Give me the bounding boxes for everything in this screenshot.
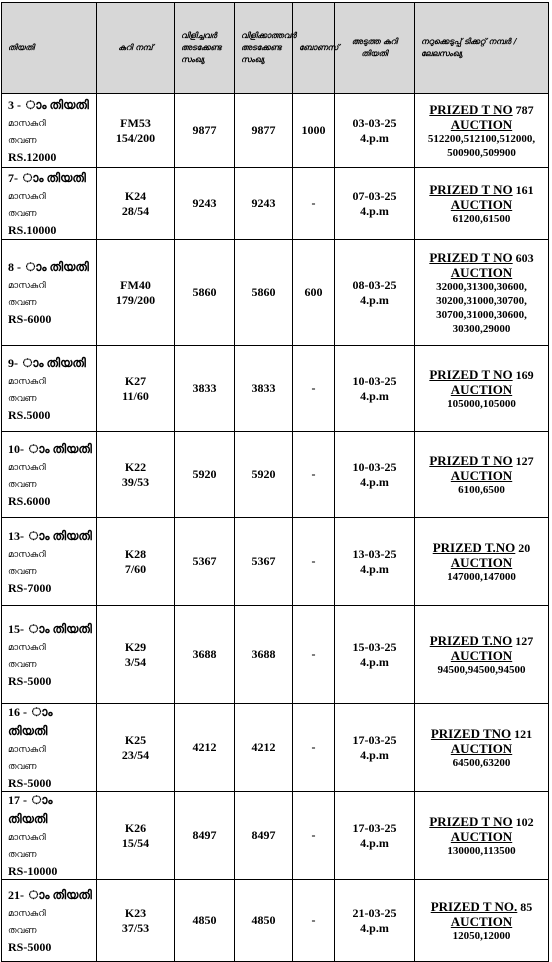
prize-cell	[415, 518, 549, 606]
thavana-label: തവണ	[8, 659, 37, 670]
auction-amount-cell: 4850	[175, 880, 235, 962]
next-time: 4.p.m	[360, 654, 389, 669]
table-row	[2, 518, 549, 606]
kuri-number-cell	[97, 704, 175, 792]
instalment-amount: RS.10000	[8, 222, 57, 237]
date-cell	[2, 240, 97, 346]
next-date-cell	[335, 704, 415, 792]
bonus-cell: 600	[293, 240, 335, 346]
prize-amounts: 64500,63200	[452, 756, 511, 769]
thavana-label: തവണ	[8, 135, 37, 146]
kuri-number-cell	[97, 792, 175, 880]
prize-label: PRIZED T NO.	[430, 898, 518, 914]
kuri-number-cell	[97, 240, 175, 346]
kuri-number-cell	[97, 432, 175, 518]
auction-amount-cell: 5367	[175, 518, 235, 606]
kuri-instalment: 3/54	[124, 654, 147, 669]
auction-amount-cell: 5860	[175, 240, 235, 346]
header-kuri-number: കുറി നമ്പ്	[97, 3, 175, 94]
auction-amount-cell: 5920	[175, 432, 235, 518]
day-label	[8, 259, 93, 278]
kuri-instalment: 154/200	[115, 130, 156, 145]
header-next-date: അടുത്ത കുറി തിയതി	[335, 3, 415, 94]
prize-label: PRIZED T NO	[429, 366, 513, 382]
next-time: 4.p.m	[360, 203, 389, 218]
kuri-instalment: 37/53	[121, 920, 150, 935]
auction-label: AUCTION	[450, 913, 513, 929]
thavana-label: തവണ	[8, 566, 37, 577]
masakuri-label: മാസകുറി	[8, 745, 46, 755]
next-date-cell	[335, 432, 415, 518]
next-date-cell	[335, 518, 415, 606]
prize-amounts: 12050,12000	[452, 929, 511, 942]
ticket-number: 169	[515, 367, 534, 382]
ticket-number: 127	[515, 633, 534, 648]
day-label	[8, 355, 93, 374]
header-non-auction-amount: വിളിക്കാത്തവർ അടക്കേണ്ട സംഖ്യ	[235, 3, 293, 94]
table-row	[2, 240, 549, 346]
bonus-cell: -	[293, 792, 335, 880]
instalment-amount: RS.5000	[8, 407, 51, 422]
date-cell	[2, 792, 97, 880]
auction-label: AUCTION	[450, 196, 513, 212]
non-auction-amount-cell: 3688	[235, 606, 293, 704]
day-label	[8, 704, 93, 742]
next-date: 15-03-25	[352, 639, 397, 654]
next-date-cell	[335, 346, 415, 432]
bonus-cell: -	[293, 880, 335, 962]
day-text: 10- ാം തിയതി	[8, 441, 92, 456]
prize-cell	[415, 606, 549, 704]
next-time: 4.p.m	[360, 130, 389, 145]
prize-cell	[415, 792, 549, 880]
next-date: 17-03-25	[352, 820, 397, 835]
bonus-cell: -	[293, 168, 335, 240]
instalment-amount: RS.12000	[8, 149, 57, 164]
next-date: 10-03-25	[352, 459, 397, 474]
kuri-number: K24	[124, 188, 147, 203]
table-row	[2, 792, 549, 880]
day-text: 17 - ാം തിയതി	[8, 793, 53, 826]
prize-label: PRIZED TNO	[430, 725, 512, 741]
date-cell	[2, 94, 97, 168]
instalment-amount: RS-7000	[8, 580, 52, 595]
kuri-instalment: 179/200	[115, 292, 156, 307]
kuri-instalment: 23/54	[121, 747, 150, 762]
non-auction-amount-cell: 9243	[235, 168, 293, 240]
prize-ticket-line	[418, 540, 545, 556]
ticket-number: 20	[518, 540, 531, 555]
ticket-number: 161	[515, 182, 534, 197]
prize-ticket-line	[418, 367, 545, 383]
table-body	[2, 94, 549, 962]
masakuri-label: മാസകുറി	[8, 118, 46, 129]
non-auction-amount-cell: 5367	[235, 518, 293, 606]
masakuri-label: മാസകുറി	[8, 642, 46, 653]
prize-cell	[415, 94, 549, 168]
day-label	[8, 97, 93, 116]
prize-amounts: 105000,105000	[447, 397, 516, 410]
bonus-cell: -	[293, 704, 335, 792]
kuri-number: K25	[124, 732, 147, 747]
next-time: 4.p.m	[360, 474, 389, 489]
day-label	[8, 441, 93, 460]
kuri-number: K26	[124, 820, 147, 835]
prize-ticket-line	[418, 814, 545, 830]
prize-cell	[415, 168, 549, 240]
thavana-label: തവണ	[8, 208, 37, 219]
instalment-amount: RS-5000	[8, 673, 52, 688]
kuri-number-cell	[97, 606, 175, 704]
next-time: 4.p.m	[360, 561, 389, 576]
kuri-number-cell	[97, 880, 175, 962]
masakuri-label: മാസകുറി	[8, 462, 46, 473]
kuri-instalment: 39/53	[121, 474, 150, 489]
prize-cell	[415, 880, 549, 962]
non-auction-amount-cell: 9877	[235, 94, 293, 168]
auction-amount-cell: 3688	[175, 606, 235, 704]
date-cell	[2, 518, 97, 606]
instalment-amount: RS-5000	[8, 776, 52, 790]
next-date: 07-03-25	[352, 188, 397, 203]
prize-label: PRIZED T NO	[429, 101, 513, 117]
date-cell	[2, 606, 97, 704]
prize-cell	[415, 240, 549, 346]
next-date: 03-03-25	[352, 115, 397, 130]
next-date-cell	[335, 168, 415, 240]
next-date: 08-03-25	[352, 277, 397, 292]
prize-amounts: 500900,509900	[447, 146, 516, 159]
auction-amount-cell: 8497	[175, 792, 235, 880]
auction-label: AUCTION	[450, 740, 513, 756]
non-auction-amount-cell: 8497	[235, 792, 293, 880]
kuri-number: K28	[124, 546, 147, 561]
next-date-cell	[335, 792, 415, 880]
day-label	[8, 170, 93, 189]
day-text: 13- ാം തിയതി	[8, 528, 92, 543]
prize-label: PRIZED T NO	[429, 452, 513, 468]
bonus-cell: -	[293, 432, 335, 518]
next-date: 21-03-25	[352, 905, 397, 920]
bonus-cell: -	[293, 518, 335, 606]
masakuri-label: മാസകുറി	[8, 833, 46, 843]
auction-label: AUCTION	[450, 828, 513, 844]
next-time: 4.p.m	[360, 920, 389, 935]
header-auction-amount: വിളിച്ചവർ അടക്കേണ്ട സംഖ്യ	[175, 3, 235, 94]
masakuri-label: മാസകുറി	[8, 191, 46, 202]
bonus-cell: -	[293, 346, 335, 432]
kuri-instalment: 11/60	[122, 388, 149, 403]
next-time: 4.p.m	[360, 388, 389, 403]
table-row	[2, 606, 549, 704]
prize-amounts: 61200,61500	[452, 212, 511, 225]
auction-label: AUCTION	[450, 116, 513, 132]
table-row	[2, 168, 549, 240]
header-prize: നറുക്കെടുപ്പ് ടിക്കറ്റ് നമ്പർ /ലേലസംഖ്യ	[415, 3, 549, 94]
prize-label: PRIZED T.NO	[429, 632, 513, 648]
prize-ticket-line	[418, 102, 545, 118]
prize-amounts: 32000,31300,30600,	[436, 280, 527, 293]
prize-label: PRIZED T.NO	[432, 539, 516, 555]
next-time: 4.p.m	[360, 292, 389, 307]
prize-ticket-line	[418, 899, 545, 915]
masakuri-label: മാസകുറി	[8, 376, 46, 387]
non-auction-amount-cell: 5860	[235, 240, 293, 346]
non-auction-amount-cell: 3833	[235, 346, 293, 432]
day-text: 7- ാം തിയതി	[8, 170, 86, 185]
day-text: 9- ാം തിയതി	[8, 355, 86, 370]
ticket-number: 102	[515, 814, 534, 829]
header-date: തിയതി	[2, 3, 97, 94]
thavana-label: തവണ	[8, 762, 37, 772]
table-row	[2, 94, 549, 168]
ticket-number: 603	[515, 250, 534, 265]
header-row	[2, 3, 549, 94]
auction-label: AUCTION	[450, 467, 513, 483]
next-time: 4.p.m	[360, 835, 389, 850]
masakuri-label: മാസകുറി	[8, 280, 46, 291]
prize-label: PRIZED T NO	[429, 249, 513, 265]
kuri-number-cell	[97, 168, 175, 240]
table-row	[2, 432, 549, 518]
kuri-number: FM53	[120, 115, 151, 130]
prize-amounts: 30300,29000	[452, 322, 511, 335]
prize-cell	[415, 432, 549, 518]
instalment-amount: RS-5000	[8, 939, 52, 954]
non-auction-amount-cell: 4850	[235, 880, 293, 962]
bonus-cell: -	[293, 606, 335, 704]
ticket-number: 127	[515, 453, 534, 468]
prize-ticket-line	[418, 726, 545, 742]
prize-amounts: 130000,113500	[447, 844, 516, 857]
next-date: 10-03-25	[352, 373, 397, 388]
table-row	[2, 704, 549, 792]
kuri-instalment: 15/54	[121, 835, 150, 850]
date-cell	[2, 346, 97, 432]
table-row	[2, 346, 549, 432]
table-row	[2, 880, 549, 962]
thavana-label: തവണ	[8, 925, 37, 936]
auction-label: AUCTION	[450, 554, 513, 570]
prize-amounts: 94500,94500,94500	[437, 663, 526, 676]
instalment-amount: RS-6000	[8, 311, 52, 326]
masakuri-label: മാസകുറി	[8, 908, 46, 919]
kuri-number: FM40	[120, 277, 151, 292]
thavana-label: തവണ	[8, 297, 37, 308]
prize-ticket-line	[418, 182, 545, 198]
day-label	[8, 887, 93, 906]
kuri-number: K23	[124, 905, 147, 920]
kuri-schedule-table	[1, 2, 549, 962]
day-label	[8, 621, 93, 640]
prize-amounts: 147000,147000	[447, 570, 516, 583]
date-cell	[2, 880, 97, 962]
day-label	[8, 528, 93, 547]
non-auction-amount-cell: 5920	[235, 432, 293, 518]
kuri-number-cell	[97, 94, 175, 168]
prize-cell	[415, 704, 549, 792]
next-date: 17-03-25	[352, 732, 397, 747]
non-auction-amount-cell: 4212	[235, 704, 293, 792]
next-date: 13-03-25	[352, 546, 397, 561]
prize-label: PRIZED T NO	[429, 813, 513, 829]
date-cell	[2, 704, 97, 792]
prize-amounts: 30700,31000,30600,	[436, 308, 527, 321]
date-cell	[2, 168, 97, 240]
prize-amounts: 30200,31000,30700,	[436, 294, 527, 307]
prize-amounts: 6100,6500	[458, 483, 505, 496]
kuri-instalment: 28/54	[121, 203, 150, 218]
prize-ticket-line	[418, 633, 545, 649]
auction-amount-cell: 4212	[175, 704, 235, 792]
kuri-number: K27	[124, 373, 147, 388]
kuri-number: K29	[124, 639, 147, 654]
next-date-cell	[335, 240, 415, 346]
thavana-label: തവണ	[8, 479, 37, 490]
prize-cell	[415, 346, 549, 432]
auction-label: AUCTION	[450, 381, 513, 397]
auction-amount-cell: 3833	[175, 346, 235, 432]
day-text: 3 - ാം തിയതി	[8, 97, 89, 112]
kuri-instalment: 7/60	[124, 561, 147, 576]
prize-amounts: 512200,512100,512000,	[427, 132, 536, 145]
instalment-amount: RS.6000	[8, 493, 51, 508]
auction-label: AUCTION	[450, 264, 513, 280]
instalment-amount: RS-10000	[8, 864, 58, 878]
masakuri-label: മാസകുറി	[8, 549, 46, 560]
day-text: 15- ാം തിയതി	[8, 621, 92, 636]
next-time: 4.p.m	[360, 747, 389, 762]
prize-ticket-line	[418, 453, 545, 469]
day-text: 16 - ാം തിയതി	[8, 705, 53, 738]
auction-label: AUCTION	[450, 647, 513, 663]
ticket-number: 121	[514, 726, 533, 741]
auction-amount-cell: 9877	[175, 94, 235, 168]
ticket-number: 787	[515, 102, 534, 117]
thavana-label: തവണ	[8, 393, 37, 404]
day-text: 8 - ാം തിയതി	[8, 259, 89, 274]
thavana-label: തവണ	[8, 850, 37, 860]
bonus-cell: 1000	[293, 94, 335, 168]
day-text: 21- ാം തിയതി	[8, 887, 92, 902]
next-date-cell	[335, 94, 415, 168]
date-cell	[2, 432, 97, 518]
auction-amount-cell: 9243	[175, 168, 235, 240]
day-label	[8, 792, 93, 830]
kuri-number-cell	[97, 518, 175, 606]
next-date-cell	[335, 606, 415, 704]
prize-label: PRIZED T NO	[429, 181, 513, 197]
prize-ticket-line	[418, 250, 545, 266]
ticket-number: 85	[520, 899, 533, 914]
header-bonus: ബോണസ്	[293, 3, 335, 94]
kuri-number: K22	[124, 459, 147, 474]
kuri-number-cell	[97, 346, 175, 432]
next-date-cell	[335, 880, 415, 962]
